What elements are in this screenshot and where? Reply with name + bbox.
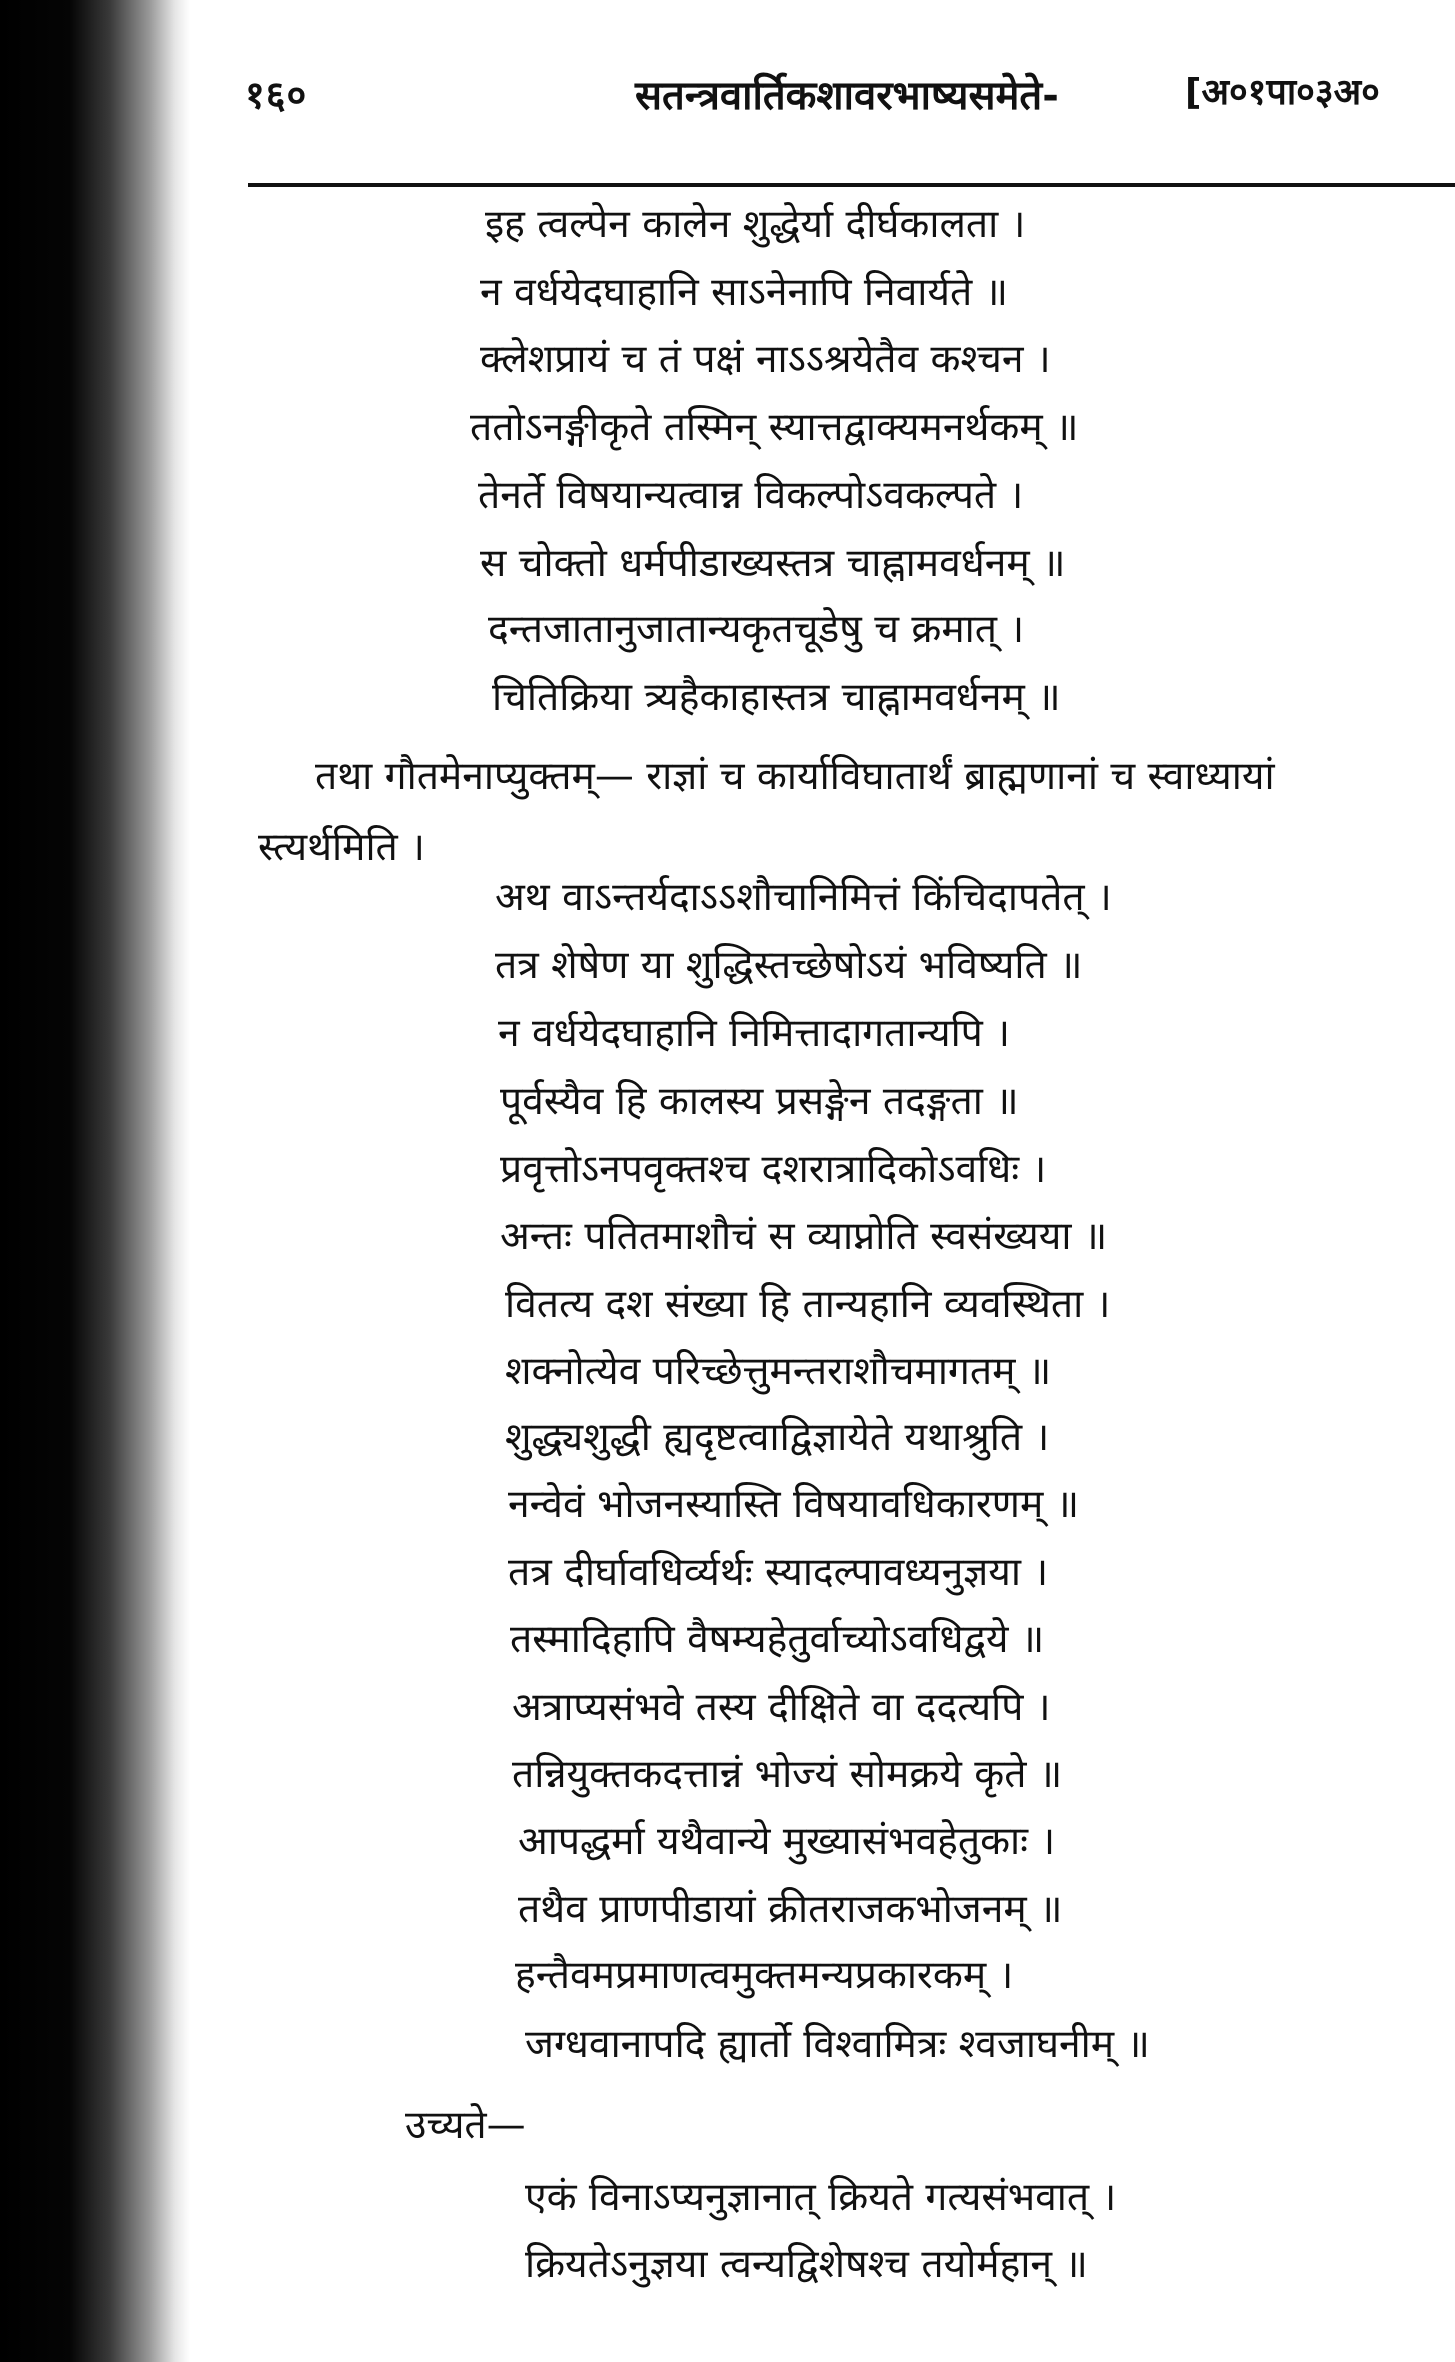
verse-line: स चोक्तो धर्मपीडाख्यस्तत्र चाह्नामवर्धनम् ॥ <box>480 541 1066 586</box>
verse-line: दन्तजातानुजातान्यकृतचूडेषु च क्रमात् । <box>488 607 1025 652</box>
verse-line: क्लेशप्रायं च तं पक्षं नाऽऽश्रयेतैव कश्चन । <box>480 337 1051 382</box>
verse-line: वितत्य दश संख्या हि तान्यहानि व्यवस्थिता । <box>505 1282 1111 1327</box>
prose-line: स्त्यर्थमिति । <box>258 825 425 870</box>
prose-line: तथा गौतमेनाप्युक्तम्— राज्ञां च कार्याविघातार्थं ब्राह्मणानां च स्वाध्यायां <box>315 754 1275 799</box>
page-header <box>245 60 1455 120</box>
verse-line: चितिक्रिया त्र्यहैकाहास्तत्र चाह्नामवर्धनम् ॥ <box>492 675 1061 720</box>
verse-line: तत्र शेषेण या शुद्धिस्तच्छेषोऽयं भविष्यति ॥ <box>495 943 1083 988</box>
verse-line: न वर्धयेदघाहानि निमित्तादागतान्यपि । <box>498 1011 1011 1056</box>
verse-line: तन्नियुक्तकदत्तान्नं भोज्यं सोमक्रये कृते ॥ <box>512 1752 1063 1797</box>
verse-line: नन्वेवं भोजनस्यास्ति विषयावधिकारणम् ॥ <box>508 1482 1080 1527</box>
verse-line: तथैव प्राणपीडायां क्रीतराजकभोजनम् ॥ <box>518 1887 1063 1932</box>
verse-line: आपद्धर्मा यथैवान्ये मुख्यासंभवहेतुकाः । <box>518 1819 1056 1864</box>
ucyate-label: उच्यते— <box>405 2103 526 2148</box>
verse-line: जग्धवानापदि ह्यार्तो विश्वामित्रः श्वजाघनीम् ॥ <box>525 2022 1150 2067</box>
verse-line: शक्नोत्येव परिच्छेत्तुमन्तराशौचमागतम् ॥ <box>505 1349 1052 1394</box>
verse-line: अथ वाऽन्तर्यदाऽऽशौचानिमित्तं किंचिदापतेत् । <box>495 875 1112 920</box>
running-title: सतन्त्रवार्तिकशावरभाष्यसमेते- <box>635 73 1059 119</box>
verse-line: पूर्वस्यैव हि कालस्य प्रसङ्गेन तदङ्गता ॥ <box>500 1079 1019 1124</box>
verse-line: अन्तः पतितमाशौचं स व्याप्नोति स्वसंख्यया ॥ <box>500 1214 1108 1259</box>
verse-line: क्रियतेऽनुज्ञया त्वन्यद्विशेषश्च तयोर्महान् ॥ <box>525 2242 1088 2287</box>
verse-line: हन्तैवमप्रमाणत्वमुक्तमन्यप्रकारकम् । <box>515 1953 1014 1998</box>
page-number: १६० <box>245 73 308 117</box>
header-rule <box>248 183 1455 187</box>
verse-line: अत्राप्यसंभवे तस्य दीक्षिते वा ददत्यपि । <box>512 1685 1051 1730</box>
verse-line: ततोऽनङ्गीकृते तस्मिन् स्यात्तद्वाक्यमनर्थकम् ॥ <box>470 405 1079 450</box>
verse-line: एकं विनाऽप्यनुज्ञानात् क्रियते गत्यसंभवात् । <box>525 2175 1117 2220</box>
verse-line: शुद्ध्यशुद्धी ह्यदृष्टत्वाद्विज्ञायेते यथाश्रुति । <box>505 1415 1050 1460</box>
verse-line: तेनर्ते विषयान्यत्वान्न विकल्पोऽवकल्पते । <box>478 473 1024 518</box>
verse-line: न वर्धयेदघाहानि साऽनेनापि निवार्यते ॥ <box>480 270 1009 315</box>
verse-line: तस्मादिहापि वैषम्यहेतुर्वाच्योऽवधिद्वये ॥ <box>510 1617 1045 1662</box>
verse-line: तत्र दीर्घावधिर्व्यर्थः स्यादल्पावध्यनुज्ञया । <box>508 1550 1049 1595</box>
section-reference: [अ०१पा०३अ० <box>1185 72 1380 113</box>
verse-line: प्रवृत्तोऽनपवृक्तश्च दशरात्रादिकोऽवधिः । <box>500 1147 1047 1192</box>
verse-line: इह त्वल्पेन कालेन शुद्धेर्या दीर्घकालता । <box>485 202 1026 247</box>
scan-shadow-edge <box>0 0 190 2362</box>
